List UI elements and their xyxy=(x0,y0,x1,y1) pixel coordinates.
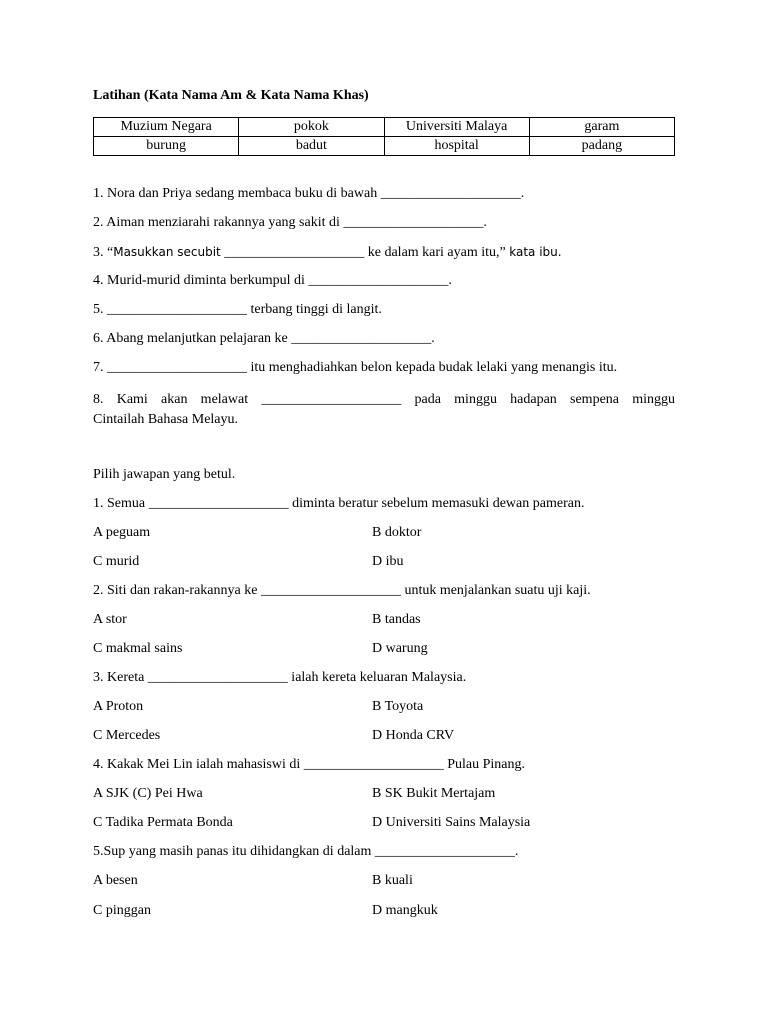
question-8-line2: Cintailah Bahasa Melayu. xyxy=(93,412,239,427)
mcq-3-option-c: C Mercedes xyxy=(93,728,161,743)
mcq-1-question: 1. Semua ____________________ diminta beratur sebelum memasuki dewan pameran. xyxy=(93,496,585,511)
mcq-2-option-a: A stor xyxy=(93,612,127,627)
question-7: 7. ____________________ itu menghadiahkan belon kepada budak lelaki yang menangis itu. xyxy=(93,360,618,375)
question-3-prefix: 3. “ xyxy=(93,245,114,260)
table-cell: burung xyxy=(94,137,239,156)
mcq-4-question: 4. Kakak Mei Lin ialah mahasiswi di ____________________ Pulau Pinang. xyxy=(93,757,526,772)
table-cell: padang xyxy=(529,137,674,156)
question-8 xyxy=(93,390,675,430)
question-3 xyxy=(93,244,562,261)
mcq-4-option-d: D Universiti Sains Malaysia xyxy=(372,815,531,830)
mcq-1-option-a: A peguam xyxy=(93,525,151,540)
mcq-1-option-b: B doktor xyxy=(372,525,422,540)
mcq-5-option-d: D mangkuk xyxy=(372,903,438,918)
question-3-part2: ____________________ ke dalam kari ayam itu,” xyxy=(220,245,510,260)
mcq-1-option-d: D ibu xyxy=(372,554,404,569)
question-1: 1. Nora dan Priya sedang membaca buku di bawah ____________________. xyxy=(93,186,525,201)
question-8-line1: 8. Kami akan melawat ____________________ pada minggu hadapan sempena minggu xyxy=(93,392,675,407)
mcq-5-option-c: C pinggan xyxy=(93,903,151,918)
question-5: 5. ____________________ terbang tinggi di langit. xyxy=(93,302,382,317)
mcq-4-option-a: A SJK (C) Pei Hwa xyxy=(93,786,203,801)
table-cell: badut xyxy=(239,137,384,156)
mcq-3-option-a: A Proton xyxy=(93,699,144,714)
table-cell: garam xyxy=(529,118,674,137)
mcq-4-option-b: B SK Bukit Mertajam xyxy=(372,786,496,801)
section-2-title: Pilih jawapan yang betul. xyxy=(93,467,236,482)
table-cell: hospital xyxy=(384,137,529,156)
mcq-5-option-b: B kuali xyxy=(372,873,413,888)
table-row xyxy=(94,118,675,137)
mcq-2-option-d: D warung xyxy=(372,641,428,656)
page-title: Latihan (Kata Nama Am & Kata Nama Khas) xyxy=(93,88,369,103)
word-bank-table xyxy=(93,117,675,156)
question-3-part1: Masukkan secubit xyxy=(113,245,221,259)
table-cell: Muzium Negara xyxy=(94,118,239,137)
table-cell: pokok xyxy=(239,118,384,137)
mcq-2-option-b: B tandas xyxy=(372,612,421,627)
table-row xyxy=(94,137,675,156)
mcq-3-question: 3. Kereta ____________________ ialah kereta keluaran Malaysia. xyxy=(93,670,467,685)
question-6: 6. Abang melanjutkan pelajaran ke ____________________. xyxy=(93,331,435,346)
mcq-4-option-c: C Tadika Permata Bonda xyxy=(93,815,233,830)
mcq-1-option-c: C murid xyxy=(93,554,140,569)
question-3-part3: kata ibu. xyxy=(509,245,562,259)
mcq-2-option-c: C makmal sains xyxy=(93,641,183,656)
question-2: 2. Aiman menziarahi rakannya yang sakit di ____________________. xyxy=(93,215,487,230)
mcq-3-option-b: B Toyota xyxy=(372,699,424,714)
mcq-5-option-a: A besen xyxy=(93,873,138,888)
mcq-5-question: 5.Sup yang masih panas itu dihidangkan di dalam ____________________. xyxy=(93,844,519,859)
question-4: 4. Murid-murid diminta berkumpul di ____________________. xyxy=(93,273,452,288)
mcq-2-question: 2. Siti dan rakan-rakannya ke ____________________ untuk menjalankan suatu uji kaji. xyxy=(93,583,591,598)
mcq-3-option-d: D Honda CRV xyxy=(372,728,455,743)
table-cell: Universiti Malaya xyxy=(384,118,529,137)
